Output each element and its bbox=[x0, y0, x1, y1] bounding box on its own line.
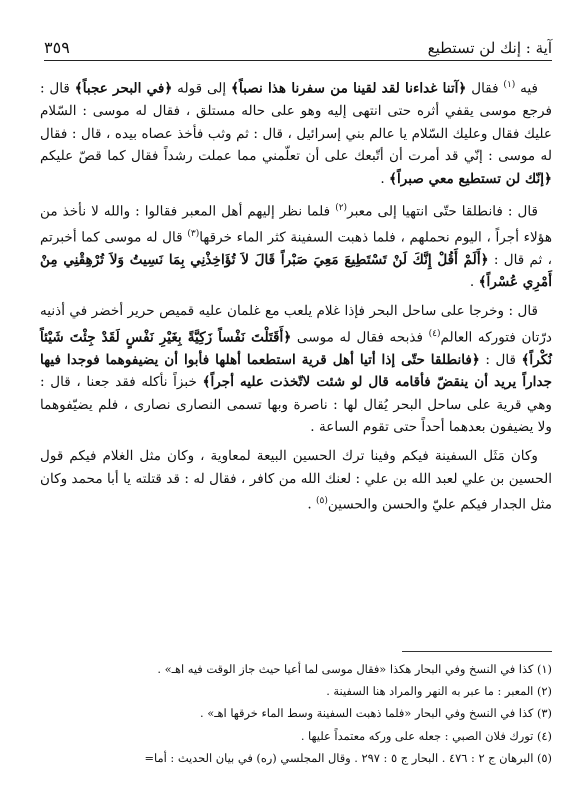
footnote-ref: (٣) bbox=[187, 228, 200, 239]
footnote: (١) كذا في النسخ وفي البحار هكذا «فقال موسى لما أعيا حيث جاز الوقت فيه اهـ» . bbox=[157, 662, 552, 676]
footnotes bbox=[40, 658, 552, 769]
text-run: قال : فانطلقا حتّى انتهيا إلى معبر bbox=[347, 203, 538, 220]
footnote-divider bbox=[402, 651, 552, 652]
text-run: فلما نظر إليهم أهل المعبر فقالوا : والله لا نأخذ من هؤلاء أجراً ، اليوم نحملهم ، فلما ذهبت السفينة كثر الماء خرقها bbox=[40, 203, 552, 246]
page-header bbox=[44, 34, 552, 61]
footnote-ref: (٤) bbox=[428, 328, 441, 339]
text-run: قال له موسى كما أخبرتم ، ثم قال : bbox=[40, 229, 552, 268]
footnote: (٣) كذا في النسخ وفي البحار «فلما ذهبت السفينة وسط الماء خرقها اهـ» . bbox=[200, 706, 552, 721]
quran-quote: ﴿في البحر عجباً﴾ bbox=[74, 80, 173, 97]
text-run: فذبحه فقال له موسى bbox=[291, 329, 429, 346]
footnote-ref: (٢) bbox=[335, 202, 348, 213]
paragraph bbox=[40, 300, 552, 439]
text-run: إلى قوله bbox=[172, 80, 232, 97]
footnote: (٤) تورك فلان الصبي : جعله على وركه معتمداً عليها . bbox=[300, 728, 552, 743]
footnote-ref: (٥) bbox=[316, 496, 328, 507]
quran-quote: ﴿فانطلقا حتّى إذا أتيا أهل قرية استطعما أهلها فأبوا أن يضيفوهما فوجدا فيها جداراً يريد أن ينقضّ فأقامه قال لو شئت لاتّخذت عليه أجراً﴾ bbox=[40, 351, 552, 391]
paragraph bbox=[40, 197, 552, 294]
text-run: قال : فرجع موسى يقفي أثره حتى انتهى إليه وهو على حاله مستلق ، فقال له موسى : السّلام عليك فقال وعليك السّلام يا عالم بني إسرائيل ، قال : ثم وثب فأخذ عصاه بيده ، قال : فقال له موسى : إنّي قد أمرت أن أتّبعك على أن تعلّمني مما عملت رشداً فقال كما قصّ عليكم bbox=[40, 80, 552, 165]
footnote-ref: (١) bbox=[503, 80, 516, 90]
main-text bbox=[40, 74, 552, 516]
quran-quote: ﴿آتنا غداءنا لقد لقينا من سفرنا هذا نصباً﴾ bbox=[231, 80, 467, 97]
running-title: آية : إنك لن تستطيع bbox=[427, 39, 552, 57]
text-run: قال : bbox=[479, 351, 522, 368]
text-run: . bbox=[307, 496, 316, 513]
text-run: . bbox=[469, 274, 479, 291]
text-run: خبزاً نأكله فقد جعنا ، قال : وهي قرية على ساحل البحر يُقال لها : ناصرة وبها تسمى النصارى نصارى ، فلم يضيّفوهما ولا يضيفون بعدهما أحداً حتى تقوم الساعة . bbox=[40, 374, 552, 436]
text-run: قال : وخرجا على ساحل البحر فإذا غلام يلعب مع غلمان عليه قميص حرير أخضر في أذنيه درّتان فتوركه العالم bbox=[40, 302, 552, 346]
quran-quote: ﴿أَلَمْ أَقُلْ إِنَّكَ لَنْ تَسْتَطِيعَ مَعِيَ صَبْراً قَالَ لاَ تُؤَاخِذْنِي بِمَا نَسِيتُ وَلاَ تُرْهِقْنِي مِنْ أَمْرِي عُسْراً﴾ bbox=[40, 251, 552, 291]
footnote: (٢) المعبر : ما عبر به النهر والمراد هنا السفينة . bbox=[326, 684, 552, 699]
text-run: وكان مَثَل السفينة فيكم وفينا ترك الحسين البيعة لمعاوية ، وكان مثل الغلام فيكم قول الحسين بن علي لعبد الله بن علي : لعنك الله من كافر ، فقال له : قد قتلته يا أبا محمد وكان مثل الجدار فيكم عليّ والحسن والحسين bbox=[40, 448, 552, 513]
paragraph bbox=[40, 74, 552, 191]
text-run: . bbox=[380, 170, 390, 187]
page-number: ٣٥٩ bbox=[44, 38, 70, 57]
paragraph bbox=[40, 445, 552, 516]
footnote: (٥) البرهان ج ٢ : ٤٧٦ . البحار ج ٥ : ٢٩٧ . وقال المجلسي (ره) في بيان الحديث : أما= bbox=[144, 750, 552, 765]
quran-quote: ﴿إنّك لن تستطيع معي صبراً﴾ bbox=[389, 170, 552, 187]
text-run: فيه bbox=[515, 80, 538, 97]
quran-quote: ﴿أَقَتَلْتَ نَفْساً زَكِيَّةً بِغَيْرِ نَفْسٍ لَقَدْ جِئْتَ شَيْئاً نُكْراً﴾ bbox=[40, 329, 552, 368]
text-run: فقال bbox=[466, 80, 504, 97]
